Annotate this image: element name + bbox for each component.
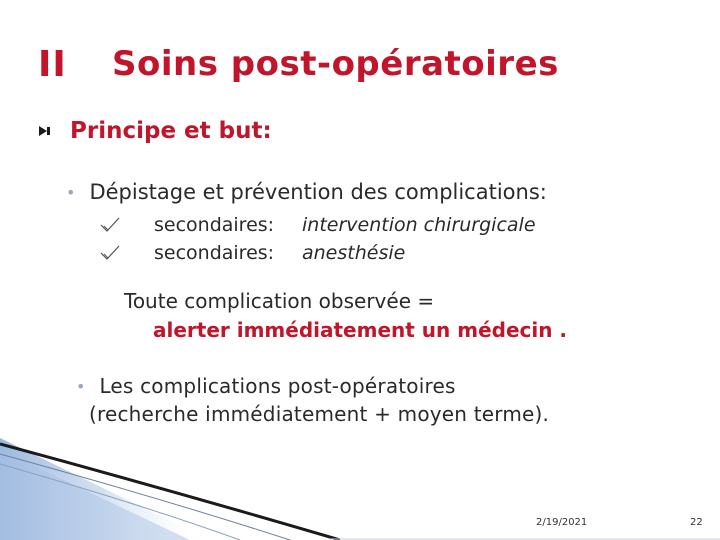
- complication-label: secondaires:: [154, 214, 275, 236]
- complications-line-1: Les complications post-opératoires: [99, 374, 456, 398]
- principe-label: Principe et but:: [70, 118, 272, 144]
- arrow-bullet-icon: [38, 124, 52, 138]
- dot-bullet-icon: •: [66, 182, 76, 202]
- complication-item: [100, 242, 405, 264]
- complication-label: secondaires:: [154, 242, 275, 264]
- complication-detail: anesthésie: [302, 242, 406, 264]
- checkmark-bullet-icon: [100, 217, 120, 233]
- note-line-2: alerter immédiatement un médecin .: [153, 318, 568, 342]
- slide-title: Soins post-opératoires: [112, 44, 559, 84]
- complications-line-2: (recherche immédiatement + moyen terme).: [89, 402, 550, 426]
- page-number: 22: [690, 517, 703, 528]
- complication-detail: intervention chirurgicale: [302, 214, 536, 236]
- principe-heading: [38, 118, 272, 144]
- depistage-item: [66, 180, 547, 204]
- depistage-text: Dépistage et prévention des complications:: [89, 180, 547, 204]
- dot-bullet-icon: •: [76, 376, 86, 396]
- note-line-1: Toute complication observée =: [124, 289, 435, 313]
- complications-item: [76, 374, 456, 398]
- decorative-swoosh: [0, 420, 720, 540]
- complication-item: [100, 214, 536, 236]
- footer-date: 2/19/2021: [536, 517, 588, 528]
- checkmark-bullet-icon: [100, 245, 120, 261]
- section-number: II: [38, 44, 67, 85]
